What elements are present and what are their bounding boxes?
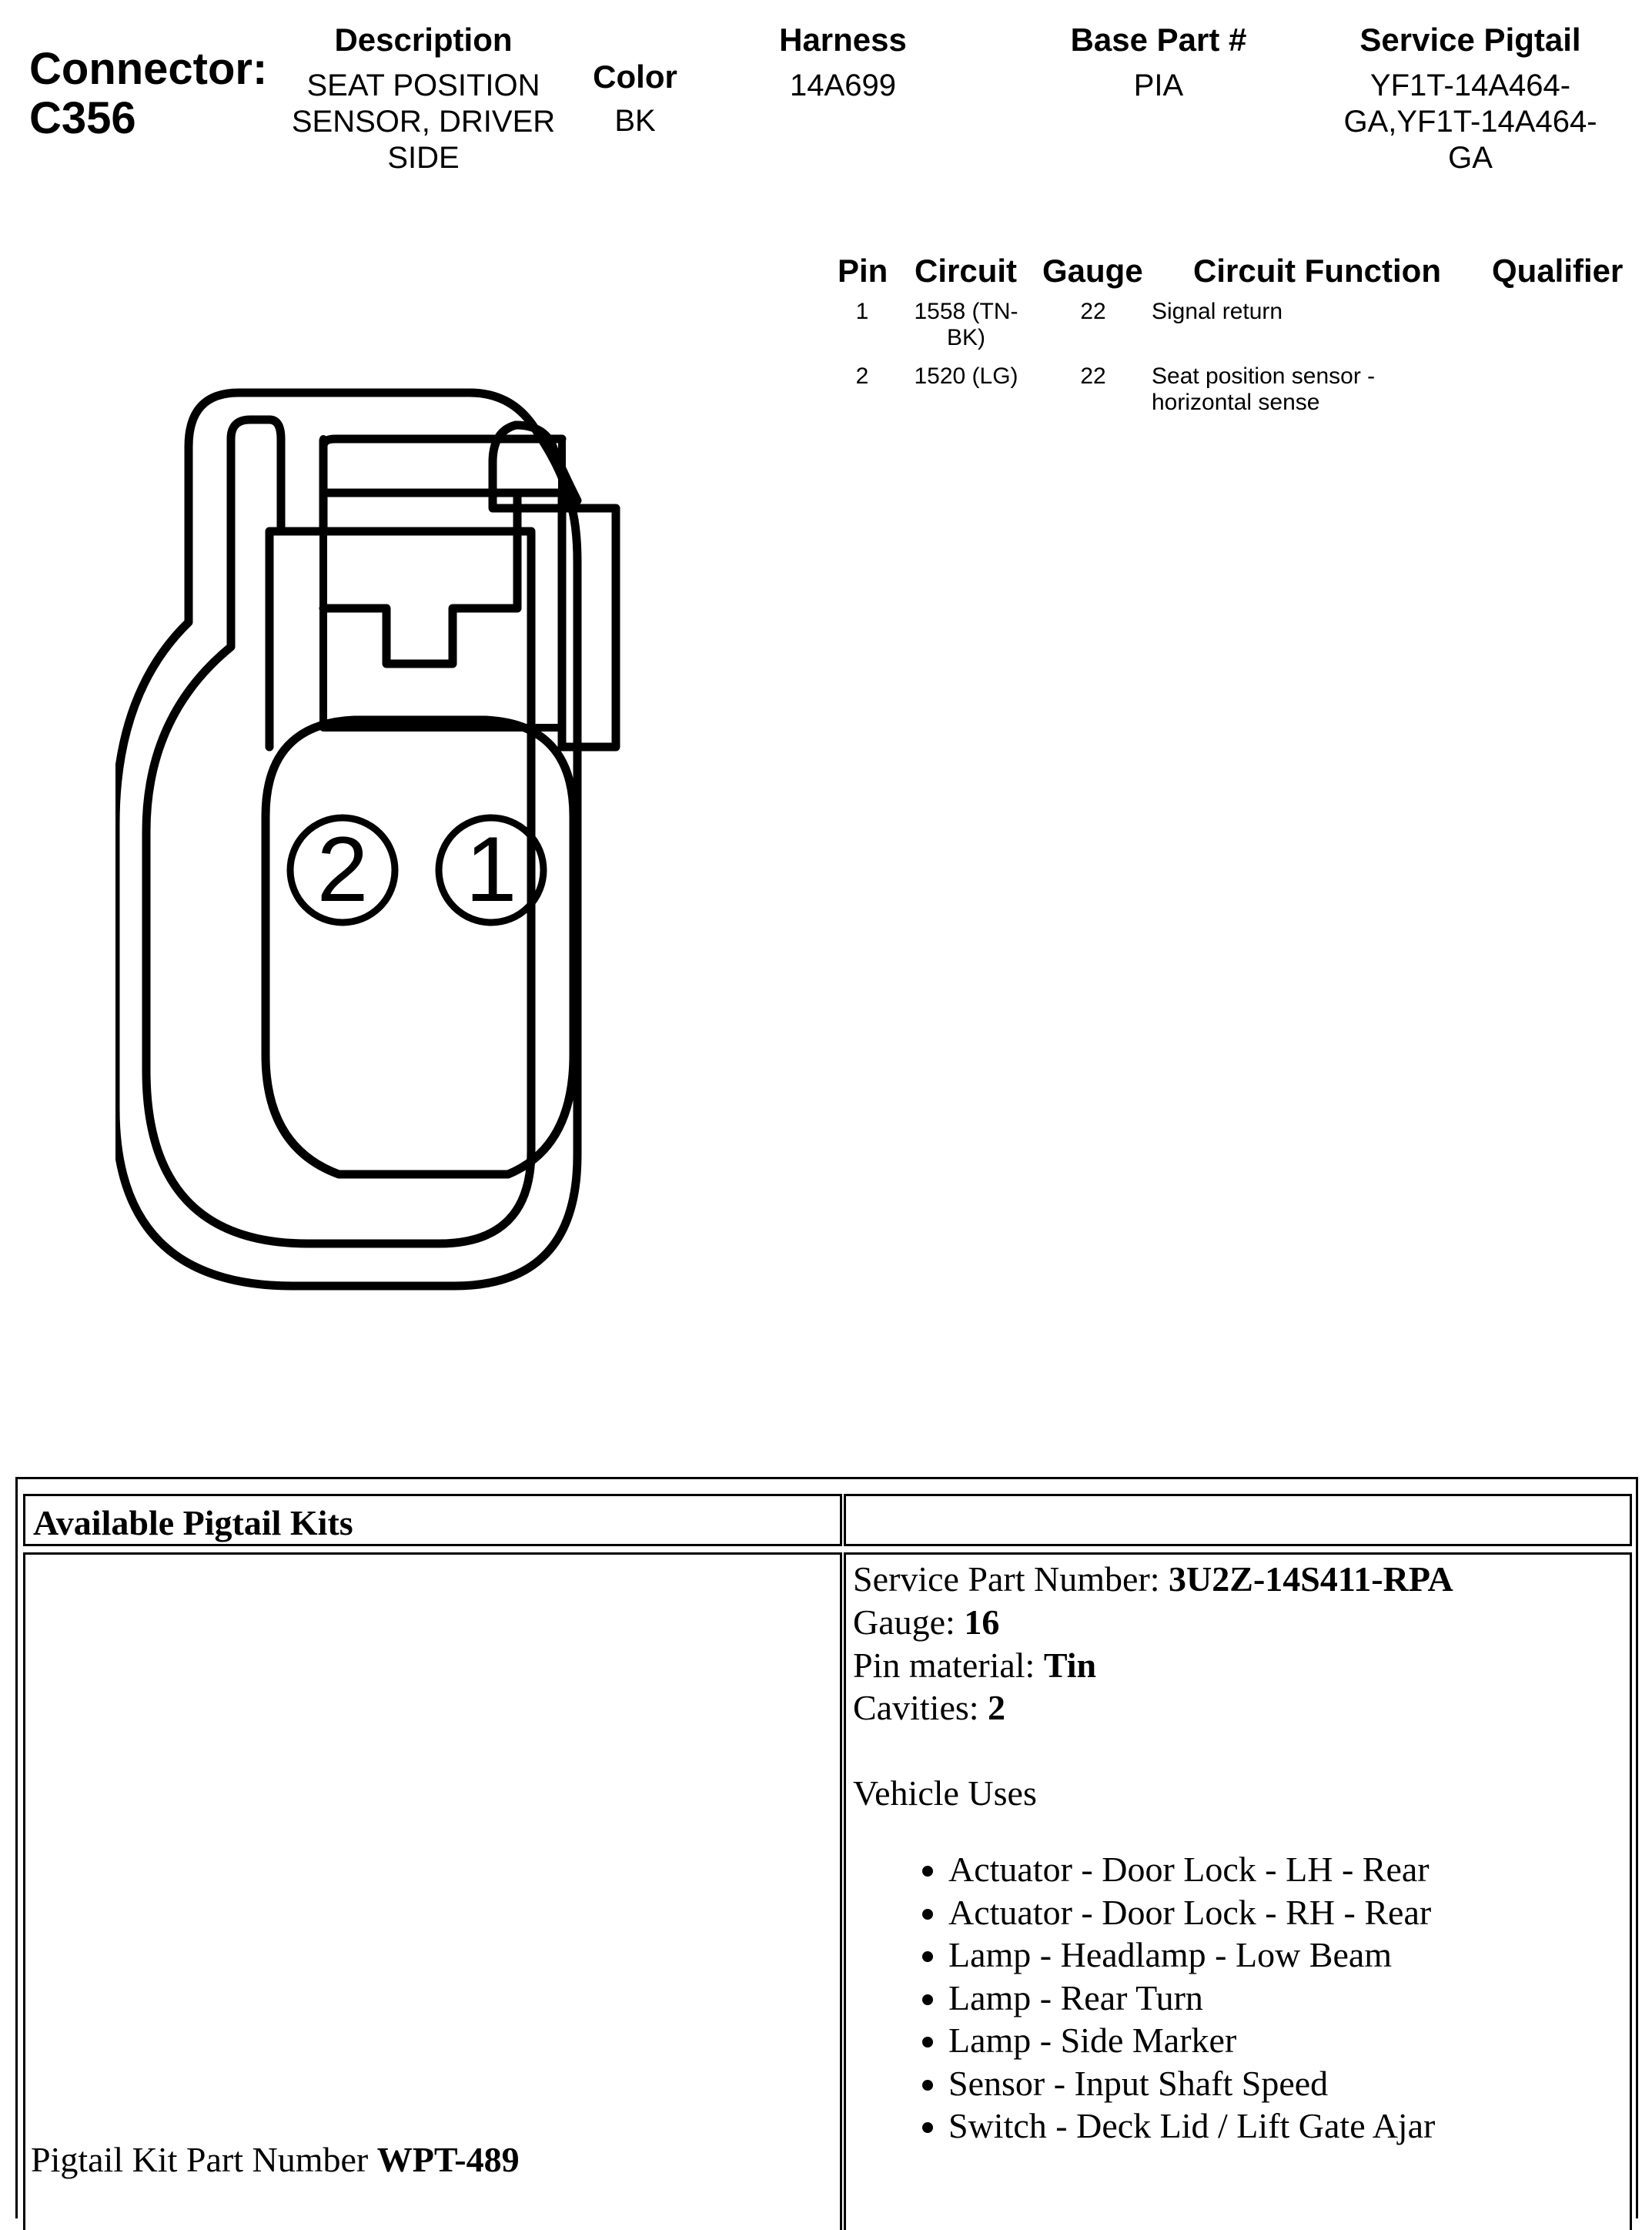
latch-right-post bbox=[562, 493, 616, 747]
pigtail-line: GA,YF1T-14A464- bbox=[1343, 105, 1597, 139]
gauge-value: 16 bbox=[964, 1602, 1000, 1642]
base-part-value: PIA bbox=[1133, 69, 1184, 102]
circuit-value: 1520 (LG) bbox=[914, 363, 1018, 389]
color-value: BK bbox=[614, 104, 656, 138]
description-line: SIDE bbox=[387, 141, 460, 175]
pigtail-kit-cell bbox=[23, 1552, 842, 2230]
vehicle-uses-title: Vehicle Uses bbox=[853, 1773, 1037, 1813]
latch-ridge bbox=[323, 493, 517, 664]
cavities-value: 2 bbox=[988, 1688, 1006, 1727]
pigtail-line: GA bbox=[1448, 141, 1493, 175]
connector-label: Connector: bbox=[29, 44, 268, 94]
pin-material-line bbox=[853, 1645, 1096, 1686]
list-item: • Sensor - Input Shaft Speed bbox=[948, 2062, 1435, 2105]
function-line: Seat position sensor - bbox=[1152, 363, 1376, 389]
pin-2-label: 2 bbox=[316, 818, 369, 921]
service-part-value: 3U2Z-14S411-RPA bbox=[1169, 1559, 1453, 1599]
qualifier-col-header: Qualifier bbox=[1492, 253, 1624, 289]
function-value bbox=[1152, 363, 1375, 416]
pin-material-value: Tin bbox=[1043, 1646, 1097, 1685]
cavities-label: Cavities: bbox=[853, 1688, 988, 1727]
pigtail-title-cell bbox=[23, 1494, 842, 1546]
pin-material-label: Pin material: bbox=[853, 1646, 1044, 1685]
kit-part-value: WPT-489 bbox=[376, 2140, 520, 2179]
connector-face-diagram bbox=[115, 377, 716, 1301]
harness-value: 14A699 bbox=[790, 69, 896, 102]
gauge-line bbox=[853, 1602, 999, 1642]
description-value bbox=[277, 68, 570, 176]
list-item: • Lamp - Headlamp - Low Beam bbox=[948, 1934, 1435, 1977]
circuit-line: BK) bbox=[946, 325, 985, 350]
kit-part-label: Pigtail Kit Part Number bbox=[31, 2140, 377, 2179]
function-line: horizontal sense bbox=[1152, 390, 1320, 415]
list-item: • Lamp - Side Marker bbox=[948, 2019, 1435, 2062]
pin-number: 1 bbox=[855, 299, 869, 324]
color-header: Color bbox=[593, 59, 677, 95]
list-item: • Switch - Deck Lid / Lift Gate Ajar bbox=[948, 2104, 1435, 2148]
connector-id: C356 bbox=[29, 93, 136, 143]
description-header: Description bbox=[334, 22, 513, 58]
description-line: SEAT POSITION bbox=[306, 69, 540, 102]
pin-number: 2 bbox=[855, 363, 869, 389]
function-value: Signal return bbox=[1152, 299, 1283, 324]
gauge-value: 22 bbox=[1080, 299, 1106, 324]
service-part-number bbox=[853, 1559, 1453, 1599]
circuit-col-header: Circuit bbox=[915, 253, 1018, 289]
vehicle-uses-list bbox=[879, 1848, 1435, 2148]
latch-frame bbox=[323, 439, 562, 728]
kit-part-number bbox=[31, 2139, 520, 2180]
function-col-header: Circuit Function bbox=[1193, 253, 1441, 289]
harness-header: Harness bbox=[779, 22, 907, 58]
cavities-line bbox=[853, 1687, 1005, 1728]
pigtail-line: YF1T-14A464- bbox=[1369, 69, 1571, 102]
service-pigtail-header: Service Pigtail bbox=[1359, 22, 1581, 58]
service-part-label: Service Part Number: bbox=[853, 1559, 1169, 1599]
pigtail-title: Available Pigtail Kits bbox=[33, 1503, 353, 1542]
pin-1-label: 1 bbox=[465, 818, 517, 921]
base-part-header: Base Part # bbox=[1070, 22, 1247, 58]
service-pigtail-value bbox=[1309, 68, 1632, 176]
list-item: • Actuator - Door Lock - RH - Rear bbox=[948, 1891, 1435, 1934]
gauge-col-header: Gauge bbox=[1042, 253, 1143, 289]
circuit-value bbox=[901, 299, 1032, 351]
gauge-label: Gauge: bbox=[853, 1602, 965, 1642]
latch-body bbox=[323, 439, 562, 447]
latch-step bbox=[269, 531, 281, 747]
circuit-line: 1558 (TN- bbox=[914, 299, 1018, 324]
list-item: • Actuator - Door Lock - LH - Rear bbox=[948, 1848, 1435, 1891]
description-line: SENSOR, DRIVER bbox=[291, 105, 556, 139]
connector-title bbox=[29, 45, 267, 143]
list-item: • Lamp - Rear Turn bbox=[948, 1977, 1435, 2020]
pin-col-header: Pin bbox=[838, 253, 888, 289]
gauge-value: 22 bbox=[1080, 363, 1106, 389]
pigtail-title-right-cell bbox=[844, 1494, 1632, 1546]
